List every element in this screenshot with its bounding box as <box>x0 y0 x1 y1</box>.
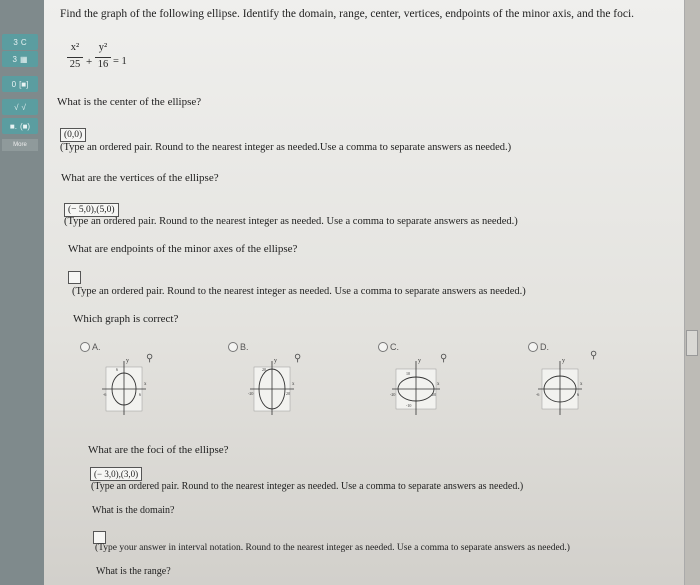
equation-rhs: = 1 <box>113 56 127 67</box>
graph-a-x-label: x <box>144 382 147 387</box>
scrollbar[interactable] <box>684 0 700 585</box>
graph-d-x-label: x <box>580 382 583 387</box>
graph-c-x-label: x <box>437 382 440 387</box>
magnify-icon[interactable]: ⚲ <box>440 353 448 364</box>
option-b[interactable]: B. <box>228 342 249 352</box>
graph-c-tick-left: -20 <box>390 392 396 397</box>
graph-a-tick-right: 6 <box>139 392 141 397</box>
graph-a-tick-top: 6 <box>116 367 118 372</box>
domain-question: What is the domain? <box>92 505 175 516</box>
matrix-icon: 0 <box>11 79 17 89</box>
equation-plus: + <box>86 56 93 68</box>
radical-icon: √ <box>14 102 19 112</box>
graph-a-y-label: y <box>126 358 129 364</box>
magnify-icon[interactable]: ⚲ <box>590 350 598 361</box>
graph-d-tick-right: 6 <box>577 392 579 397</box>
vertices-answer-input[interactable]: (− 5,0),(5,0) <box>64 203 119 217</box>
magnify-icon[interactable]: ⚲ <box>294 353 302 364</box>
magnify-icon[interactable]: ⚲ <box>146 353 154 364</box>
graph-b-tick-left: -20 <box>248 391 254 396</box>
graph-b-y-label: y <box>274 358 277 364</box>
radical-button[interactable]: √ √ <box>2 99 38 115</box>
calculator-button[interactable]: 3 C <box>2 34 38 50</box>
graph-c-tick-bottom: -10 <box>406 403 412 408</box>
more-button[interactable]: More <box>2 139 38 151</box>
option-a-radio[interactable] <box>80 342 90 352</box>
option-c-radio[interactable] <box>378 342 388 352</box>
problem-prompt: Find the graph of the following ellipse. Identify the domain, range, center, vertices, endpoints of the minor axis, and the foci. <box>60 8 635 20</box>
graph-c-tick-top: 10 <box>406 371 410 376</box>
graph-c-tick-right: 20 <box>432 392 436 397</box>
option-d[interactable]: D. <box>528 342 549 352</box>
foci-question: What are the foci of the ellipse? <box>88 444 229 456</box>
graph-b[interactable] <box>246 355 298 417</box>
option-a[interactable]: A. <box>80 342 101 352</box>
matrix-button[interactable]: 0 [■] <box>2 76 38 92</box>
center-question: What is the center of the ellipse? <box>57 96 202 108</box>
range-question: What is the range? <box>96 566 171 577</box>
graph-b-tick-right: 20 <box>286 391 290 396</box>
minor-axis-instruction: (Type an ordered pair. Round to the nearest integer as needed. Use a comma to separate answers as needed.) <box>72 286 526 297</box>
graph-b-x-label: x <box>292 382 295 387</box>
graph-d[interactable] <box>534 355 586 417</box>
grid-icon: 3 <box>12 54 17 64</box>
graph-d-y-label: y <box>562 358 565 364</box>
minor-axis-question: What are endpoints of the minor axes of the ellipse? <box>68 243 298 255</box>
graph-c-y-label: y <box>418 358 421 364</box>
graph-a[interactable] <box>98 355 150 417</box>
vertices-instruction: (Type an ordered pair. Round to the nearest integer as needed. Use a comma to separate answers as needed.) <box>64 216 518 227</box>
option-c[interactable]: C. <box>378 342 399 352</box>
graph-d-tick-left: -6 <box>536 392 540 397</box>
foci-instruction: (Type an ordered pair. Round to the nearest integer as needed. Use a comma to separate answers as needed.) <box>91 481 524 492</box>
domain-instruction: (Type your answer in interval notation. Round to the nearest integer as needed. Use a comma to separate answers as needed.) <box>95 543 570 553</box>
vertices-question: What are the vertices of the ellipse? <box>61 172 219 184</box>
grid-button[interactable]: 3 ▦ <box>2 51 38 67</box>
foci-answer-input[interactable]: (− 3,0),(3,0) <box>90 467 142 481</box>
center-answer-input[interactable]: (0,0) <box>60 128 86 142</box>
center-instruction: (Type an ordered pair. Round to the nearest integer as needed.Use a comma to separate answers as needed.) <box>60 142 512 153</box>
option-d-radio[interactable] <box>528 342 538 352</box>
decimal-button[interactable]: ■. (■) <box>2 118 38 134</box>
graph-a-tick-left: -6 <box>103 392 107 397</box>
minor-axis-answer-input[interactable] <box>68 271 81 284</box>
graph-c[interactable] <box>390 355 442 417</box>
calculator-icon: 3 <box>13 37 18 47</box>
option-b-radio[interactable] <box>228 342 238 352</box>
decimal-icon: ■. <box>9 121 17 131</box>
graph-question: Which graph is correct? <box>73 313 179 325</box>
scroll-thumb[interactable] <box>686 330 698 356</box>
graph-b-tick-top: 20 <box>262 367 266 372</box>
math-toolbar <box>0 0 44 585</box>
